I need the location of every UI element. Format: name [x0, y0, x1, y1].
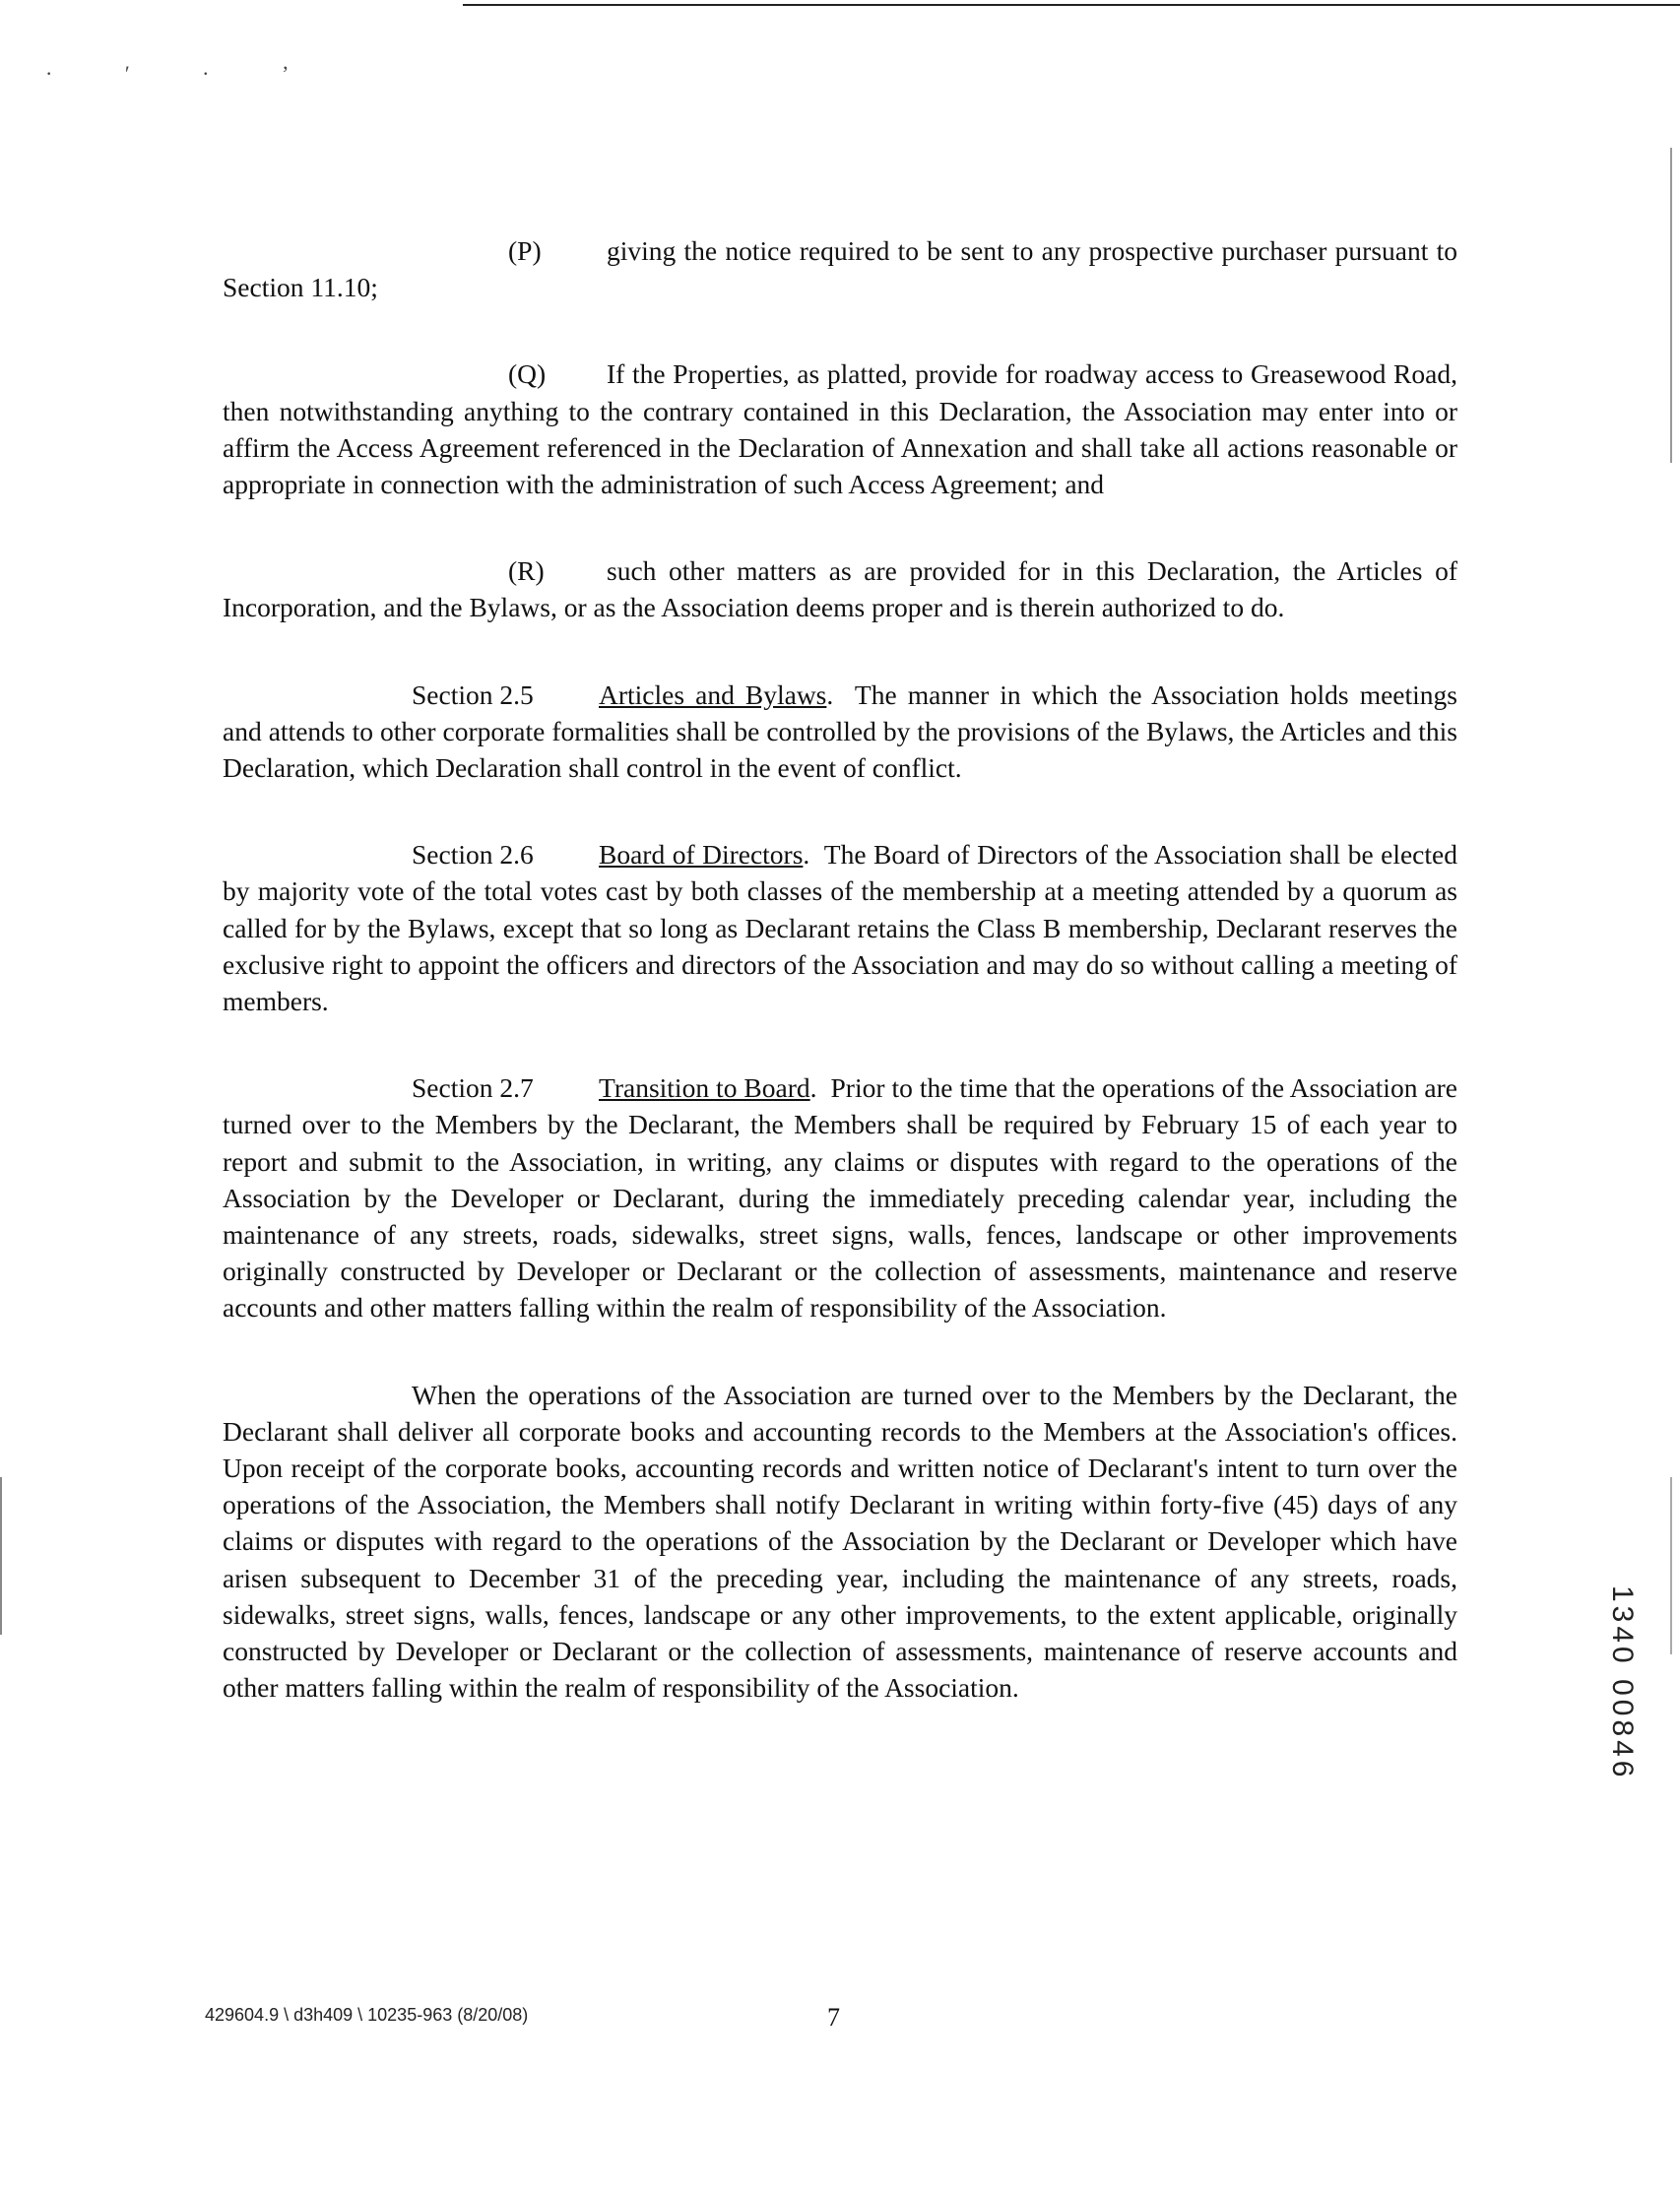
section-text: Prior to the time that the operations of the Association are turned over to the Members by the Declarant, the Members shall be required by February 15 of each year to report and submit to the Association, in writing, any claims or disputes with regard to the operations of the Association by the Developer or Declarant, during the immediately preceding calendar year, including the maintenance of any streets, roads, sidewalks, street signs, walls, fences, landscape or other improvements originally constructed by Developer or Declarant or the collection of assessments, maintenance and reserve accounts and other matters falling within the realm of responsibility of the Association. — [223, 1072, 1458, 1324]
recording-stamp: 1340 00846 — [1606, 1585, 1639, 1781]
scan-speck-marks: · ′ · ’ — [45, 61, 323, 86]
section-label: Section 2.7 — [412, 1072, 534, 1104]
paragraph-q — [223, 355, 1457, 502]
paragraph-marker: (Q) — [508, 358, 547, 390]
paragraph-p — [223, 232, 1457, 305]
paragraph-marker: (P) — [508, 235, 542, 266]
paragraph-r — [223, 552, 1457, 625]
paragraph-text: such other matters as are provided for in this Declaration, the Articles of Incorporation, and the Bylaws, or as the Association deems proper and is therein authorized to do. — [223, 555, 1457, 623]
scan-edge-right — [1670, 148, 1672, 463]
section-heading: Board of Directors — [599, 839, 804, 871]
section-text: The manner in which the Association holds meetings and attends to other corporate formalities shall be controlled by the provisions of the Bylaws, the Articles and this Declaration, which Declaration shall control in the event of conflict. — [223, 678, 1457, 784]
paragraph-text: giving the notice required to be sent to any prospective purchaser pursuant to Section 11.10; — [223, 235, 1457, 303]
section-label: Section 2.5 — [412, 678, 534, 710]
section-text: The Board of Directors of the Association shall be elected by majority vote of the total votes cast by both classes of the membership at a meeting attended by a quorum as called for by the Bylaws, except that so long as Declarant retains the Class B membership, Declarant reserves the exclusive right to appoint the officers and directors of the Association and may do so without calling a meeting of members. — [223, 839, 1457, 1017]
section-text: When the operations of the Association are turned over to the Members by the Declarant, the Declarant shall deliver all corporate books and accounting records to the Members at the Association's offices. Upon receipt of the corporate books, accounting records and written notice of Declarant's intent to turn over the operations of the Association, the Members shall notify Declarant in writing within forty-five (45) days of any claims or disputes with regard to the operations of the Association by the Declarant or Developer which have arisen subsequent to December 31 of the preceding year, including the maintenance of any streets, roads, sidewalks, street signs, walls, fences, landscape or any other improvements, to the extent applicable, originally constructed by Developer or Declarant or the collection of assessments, maintenance of reserve accounts and other matters falling within the realm of responsibility of the Association. — [223, 1379, 1457, 1704]
paragraph-marker: (R) — [508, 555, 545, 587]
section-2-5: Section 2.5 Articles and Bylaws. The manner in which the Association holds meetings and attends to other corporate formalities shall be controlled by the provisions of the Bylaws, the Articles and this Declaration, which Declaration shall control in the event of conflict. — [223, 677, 1457, 787]
footer-document-id: 429604.9 \ d3h409 \ 10235-963 (8/20/08) — [205, 2005, 529, 2025]
section-2-7: Section 2.7 Transition to Board. Prior to the time that the operations of the Association are turned over to the Members by the Declarant, the Members shall be required by February 15 of each year to report and submit to the Association, in writing, any claims or disputes with regard to the operations of the Association by the Developer or Declarant, during the immediately preceding calendar year, including the maintenance of any streets, roads, sidewalks, street signs, walls, fences, landscape or other improvements originally constructed by Developer or Declarant or the collection of assessments, maintenance and reserve accounts and other matters falling within the realm of responsibility of the Association. — [223, 1069, 1457, 1325]
section-2-7-continued — [223, 1377, 1457, 1707]
section-label: Section 2.6 — [412, 839, 534, 871]
top-border-line — [463, 4, 1680, 6]
document-body — [223, 232, 1457, 1757]
scan-edge-left — [0, 1477, 2, 1635]
paragraph-text: If the Properties, as platted, provide for roadway access to Greasewood Road, then notwithstanding anything to the contrary contained in this Declaration, the Association may enter into or affirm the Access Agreement referenced in the Declaration of Annexation and shall take all actions reasonable or appropriate in connection with the administration of such Access Agreement; and — [223, 358, 1457, 500]
section-heading: Articles and Bylaws — [599, 678, 827, 710]
page-number: 7 — [827, 2003, 840, 2032]
section-heading: Transition to Board — [599, 1072, 810, 1104]
section-2-6: Section 2.6 Board of Directors. The Board of Directors of the Association shall be elected by majority vote of the total votes cast by both classes of the membership at a meeting attended by a quorum as called for by the Bylaws, except that so long as Declarant retains the Class B membership, Declarant reserves the exclusive right to appoint the officers and directors of the Association and may do so without calling a meeting of members. — [223, 836, 1457, 1019]
scan-edge-right-lower — [1670, 1477, 1672, 1654]
